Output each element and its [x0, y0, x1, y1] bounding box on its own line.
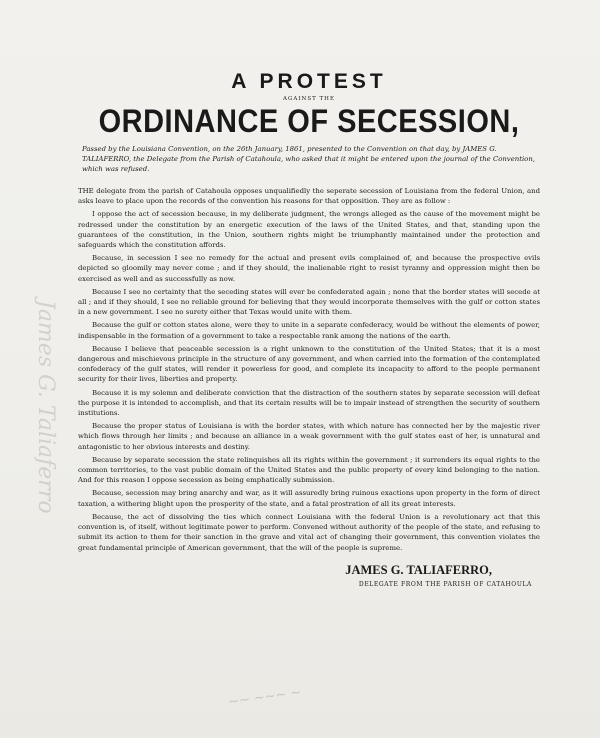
signature-block — [78, 559, 540, 589]
paragraph-10: Because, secession may bring anarchy and war, as it will assuredly bring ruinous exactions upon property in the form of direct taxation, a withering blight upon the prosperity of the state, and a fatal prostration of all its great interests. — [78, 489, 540, 508]
paragraph-3: Because, in secession I see no remedy for the actual and present evils complained of, and because the prospective evils depicted so gloomily may never come ; and if they should, the inalienable right to resist tyranny and oppression might then be exercised as well and as successfully as now. — [78, 254, 540, 283]
protest-body — [78, 186, 540, 553]
title-ordinance: ORDINANCE OF SECESSION, — [98, 104, 520, 140]
title-against: AGAINST THE — [283, 96, 335, 102]
pencil-annotation-icon: ~~ ~~~ ~ — [227, 684, 303, 711]
paragraph-7: Because it is my solemn and deliberate conviction that the distraction of the southern states by separate secession will defeat the purpose it is intended to accomplish, and that its certain results will be to impair instead of strengthen the security of southern institutions. — [78, 388, 540, 418]
paragraph-4: Because I see no certainty that the seceding states will ever be confederated again ; none that the border states will secede at all ; and if they should, I see no reliable ground for believing that they would incorporate themselves with the gulf or cotton states in a new government. I see no surety either that Texas would unite with them. — [78, 287, 540, 317]
paragraph-8: Because the proper status of Louisiana is with the border states, with which nature has connected her by the majestic river which flows through her limits ; and because an alliance in a weak government with the gulf states east of her, is unnatural and antagonistic to her obvious interests and destiny. — [78, 422, 540, 451]
handwritten-margin-note-icon: James G. Taliaferro — [33, 300, 58, 514]
document-content — [78, 60, 540, 589]
paragraph-2: I oppose the act of secession because, in my deliberate judgment, the wrongs alleged as the cause of the movement might be redressed under the constitution by an energetic execution of the laws of the United States, and that, standing upon the guarantees of the constitution, in the Union, southern rights might be triumphantly maintained under the protection and safeguards which the constitution affords. — [78, 210, 540, 250]
signature-title: DELEGATE FROM THE PARISH OF CATAHOULA — [358, 580, 532, 588]
signature-name: JAMES G. TALIAFERRO, — [345, 562, 492, 577]
paragraph-11: Because, the act of dissolving the ties which connect Louisiana with the federal Union is a revolutionary act that this convention is, of itself, without legitimate power to perform. Convened without authority of the people of the state, and refusing to submit its action to them for their sanction in the grave and vital act of changing their government, this convention violates the great fundamental principle of American government, that the will of the people is supreme. — [78, 512, 540, 552]
paragraph-1: THE delegate from the parish of Catahoula opposes unqualifiedly the seperate secession of Louisiana from the federal Union, and asks leave to place upon the records of the convention his reasons for that opposition. They are as follow : — [78, 187, 540, 206]
paragraph-9: Because by separate secession the state relinquishes all its rights within the government ; it surrenders its equal rights to the common territories, to the vast public domain of the United States and the public property of every kind belonging to the nation. And for this reason I oppose secession as being emphatically submission. — [78, 455, 540, 485]
paragraph-6: Because I believe that peaceable secession is a right unknown to the constitution of the United States; that it is a most dangerous and mischievous principle in the structure of any government, and when carried into the formation of the contemplated confederacy of the gulf states, will render it powerless for good, and complete its incapacity to afford to the people permanent security for their lives, liberties and property. — [78, 344, 540, 384]
title-protest: A PROTEST — [231, 70, 387, 93]
subtitle: Passed by the Louisiana Convention, on the 26th January, 1861, presented to the Convention on that day, by JAMES G. TALIAFERRO, the Delegate from the Parish of Catahoula, who asked that it might be entered upon the journal of the Convention, which was refused. — [82, 145, 535, 173]
paragraph-5: Because the gulf or cotton states alone, were they to unite in a separate confederacy, would be without the elements of power, indispensable in the formation of a government to take a respectable rank among the nations of the earth. — [78, 321, 540, 340]
